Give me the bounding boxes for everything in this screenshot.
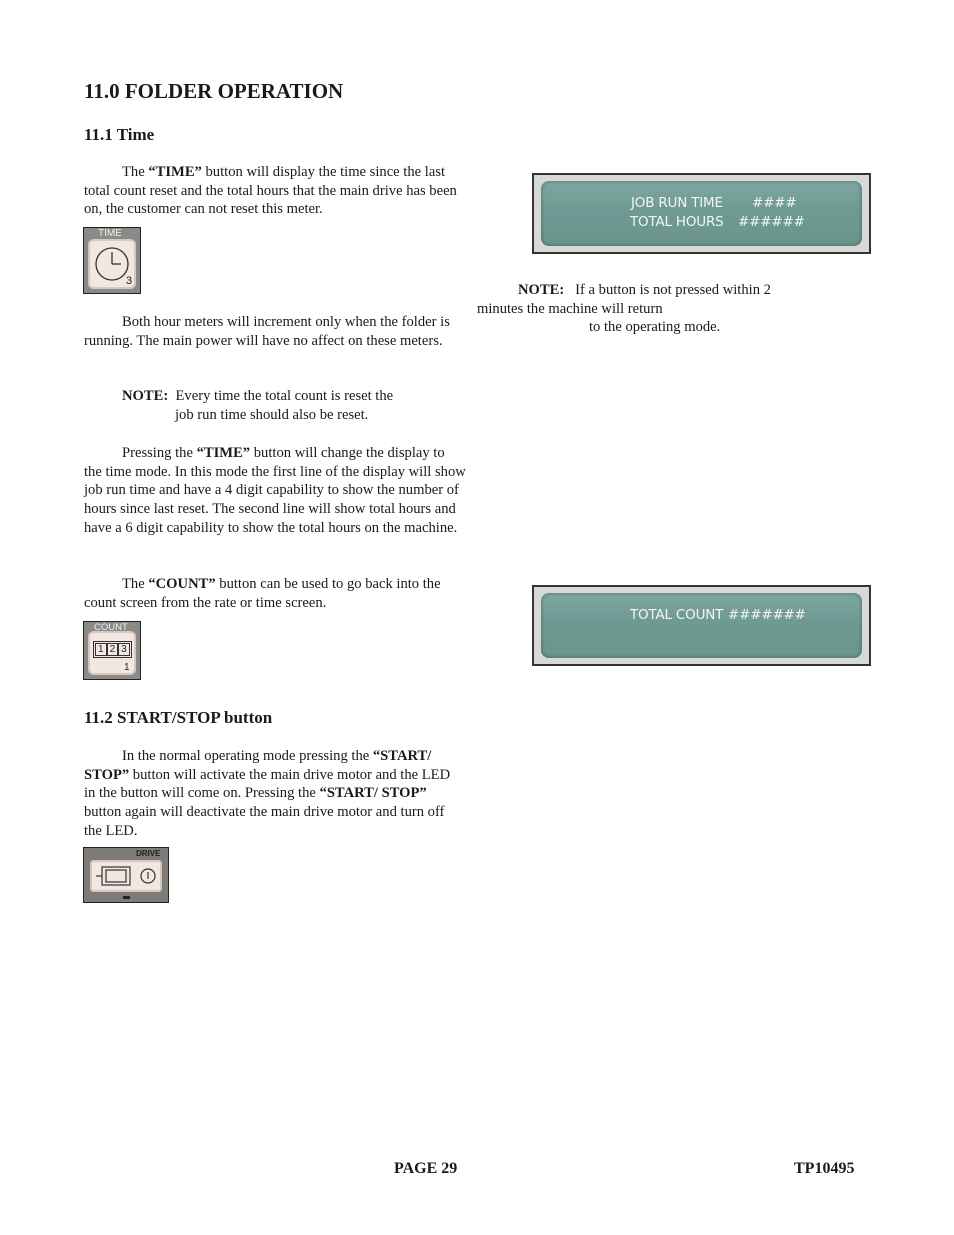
lcd-total-hours-label: TOTAL HOURS: [630, 214, 724, 230]
time-paragraph-3: Pressing the “TIME” button will change the display to the time mode. In this mode the first line of the display will show job run time and have a 4 digit capability to show the number of hours since last reset. The second line will show total hours and have a 6 digit capability to show the total hours on the machine.: [84, 445, 466, 536]
lcd-total-count-label: TOTAL COUNT: [630, 607, 724, 623]
lcd-job-run-time-label: JOB RUN TIME: [631, 195, 723, 211]
lcd-total-hours-value: ######: [738, 214, 805, 230]
count-button-image: [83, 621, 141, 680]
time-button-caption: TIME: [98, 228, 122, 239]
start-stop-paragraph: In the normal operating mode pressing the “START/ STOP” button will activate the main drive motor and the LED in the button will come on. Pressing the “START/ STOP” button again will deactivate the main drive motor and turn off the LED.: [84, 748, 451, 839]
drive-button-image: [83, 847, 169, 903]
time-paragraph-2: Both hour meters will increment only when the folder is running. The main power will have no affect on these meters.: [84, 314, 450, 349]
led-indicator: [123, 896, 130, 899]
drive-button-caption: DRIVE: [136, 849, 161, 858]
section-start-stop-title: 11.2 START/STOP button: [84, 708, 273, 727]
lcd-time-display: [532, 173, 871, 254]
page-number: PAGE 29: [394, 1160, 458, 1177]
time-paragraph-1: The “TIME” button will display the time since the last total count reset and the total hours that the main drive has been on, the customer can not reset this meter.: [84, 164, 457, 218]
page-title: 11.0 FOLDER OPERATION: [84, 79, 344, 103]
lcd-count-display: [532, 585, 871, 666]
drive-power-icon: [94, 864, 160, 888]
time-button-image: [83, 227, 141, 294]
counter-icon: 1 2 3: [93, 641, 132, 658]
note-label: NOTE:: [122, 388, 169, 404]
time-button-number: 3: [126, 275, 133, 287]
lcd-job-run-time-value: ####: [752, 195, 797, 211]
section-time-title: 11.1 Time: [84, 125, 155, 144]
note-timeout: NOTE: If a button is not pressed within 2 minutes the machine will return to the operating mode.: [477, 282, 771, 336]
document-id: TP10495: [794, 1160, 855, 1177]
lcd-total-count-value: #######: [728, 607, 806, 623]
count-button-caption: COUNT: [94, 622, 128, 633]
note-timeout-label: NOTE:: [518, 282, 565, 298]
count-button-number: 1: [124, 662, 130, 673]
note-reset: NOTE: Every time the total count is reset the job run time should also be reset.: [122, 388, 394, 423]
time-paragraph-4: The “COUNT” button can be used to go back into the count screen from the rate or time screen.: [84, 576, 441, 611]
